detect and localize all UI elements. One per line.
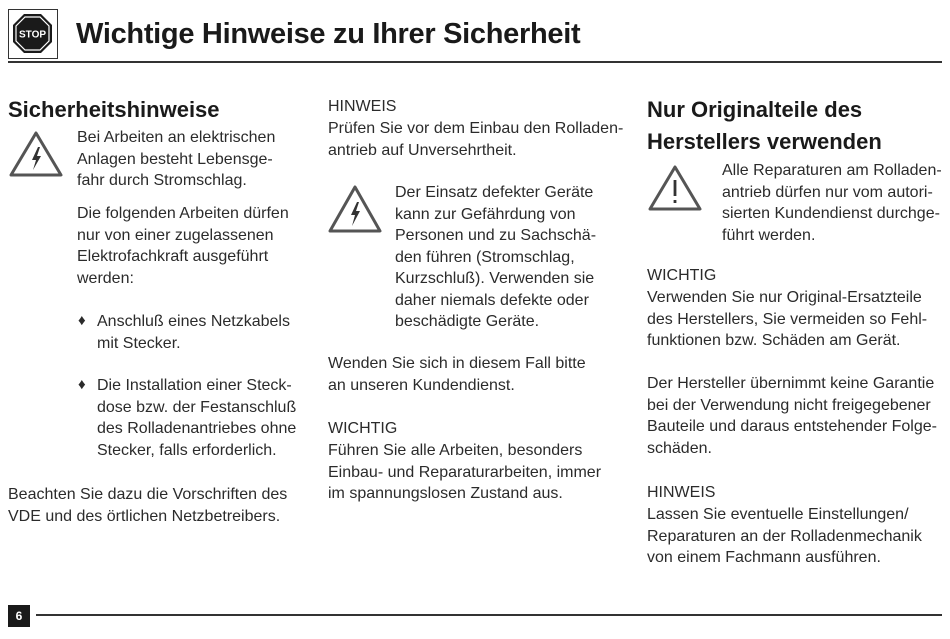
wichtig-label: WICHTIG (328, 420, 398, 437)
repair-warning-text: Alle Reparaturen am Rolladen- antrieb dürfen nur vom autori- sierten Kundendienst durchge- führt werden. (722, 162, 942, 244)
list-item: Anschluß eines Netzkabels mit Stecker. (97, 313, 290, 352)
vde-note: Beachten Sie dazu die Vorschriften des VDE und des örtlichen Netzbetreibers. (8, 486, 288, 525)
exclamation-warning-icon (647, 164, 703, 212)
defective-device-warning: Der Einsatz defekter Geräte kann zur Gefährdung von Personen und zu Sachschä- den führen (Stromschlag, Kurzschluß). Verwenden sie daher niemals defekte oder beschädigte Geräte. (395, 184, 597, 330)
footer-divider (36, 614, 942, 616)
electric-warning-text: Bei Arbeiten an elektrischen Anlagen besteht Lebensge- fahr durch Stromschlag. (77, 129, 276, 189)
customer-service-note: Wenden Sie sich in diesem Fall bitte an unseren Kundendienst. (328, 355, 586, 394)
list-item: Die Installation einer Steck- dose bzw. der Festanschluß des Rolladenantriebes ohne Stecker, falls erforderlich. (97, 377, 297, 459)
lightning-warning-icon (327, 184, 383, 234)
wichtig-label: WICHTIG (647, 267, 717, 284)
wichtig-text: Führen Sie alle Arbeiten, besonders Einbau- und Reparaturarbeiten, immer im spannungslosen Zustand aus. (328, 442, 602, 502)
qualified-electrician-intro: Die folgenden Arbeiten dürfen nur von einer zugelassenen Elektrofachkraft ausgeführt werden: (77, 205, 289, 287)
page-title: Wichtige Hinweise zu Ihrer Sicherheit (76, 18, 581, 50)
stop-sign-text: STOP (18, 29, 47, 41)
warranty-text: Der Hersteller übernimmt keine Garantie bei der Verwendung nicht freigegebener Bauteile und daraus entstehender Folge- schäden. (647, 375, 937, 457)
section-heading-sicherheitshinweise: Sicherheitshinweise (8, 97, 220, 122)
diamond-bullet-icon: ♦ (78, 312, 86, 329)
diamond-bullet-icon: ♦ (78, 376, 86, 393)
header-divider (8, 61, 942, 63)
hinweis-label: HINWEIS (647, 484, 716, 501)
page-number: 6 (8, 605, 30, 627)
hinweis-text: Prüfen Sie vor dem Einbau den Rolladen- antrieb auf Unversehrtheit. (328, 120, 624, 159)
hinweis-text: Lassen Sie eventuelle Einstellungen/ Reparaturen an der Rolladenmechanik von einem Fachmann ausführen. (647, 506, 922, 566)
hinweis-label: HINWEIS (328, 98, 397, 115)
stop-sign-icon (8, 9, 58, 59)
wichtig-text: Verwenden Sie nur Original-Ersatzteile des Herstellers, Sie vermeiden so Fehl- funktionen bzw. Schäden am Gerät. (647, 289, 928, 349)
section-heading-originalteile: Nur Originalteile des Herstellers verwenden (647, 97, 882, 154)
lightning-warning-icon (8, 130, 64, 178)
